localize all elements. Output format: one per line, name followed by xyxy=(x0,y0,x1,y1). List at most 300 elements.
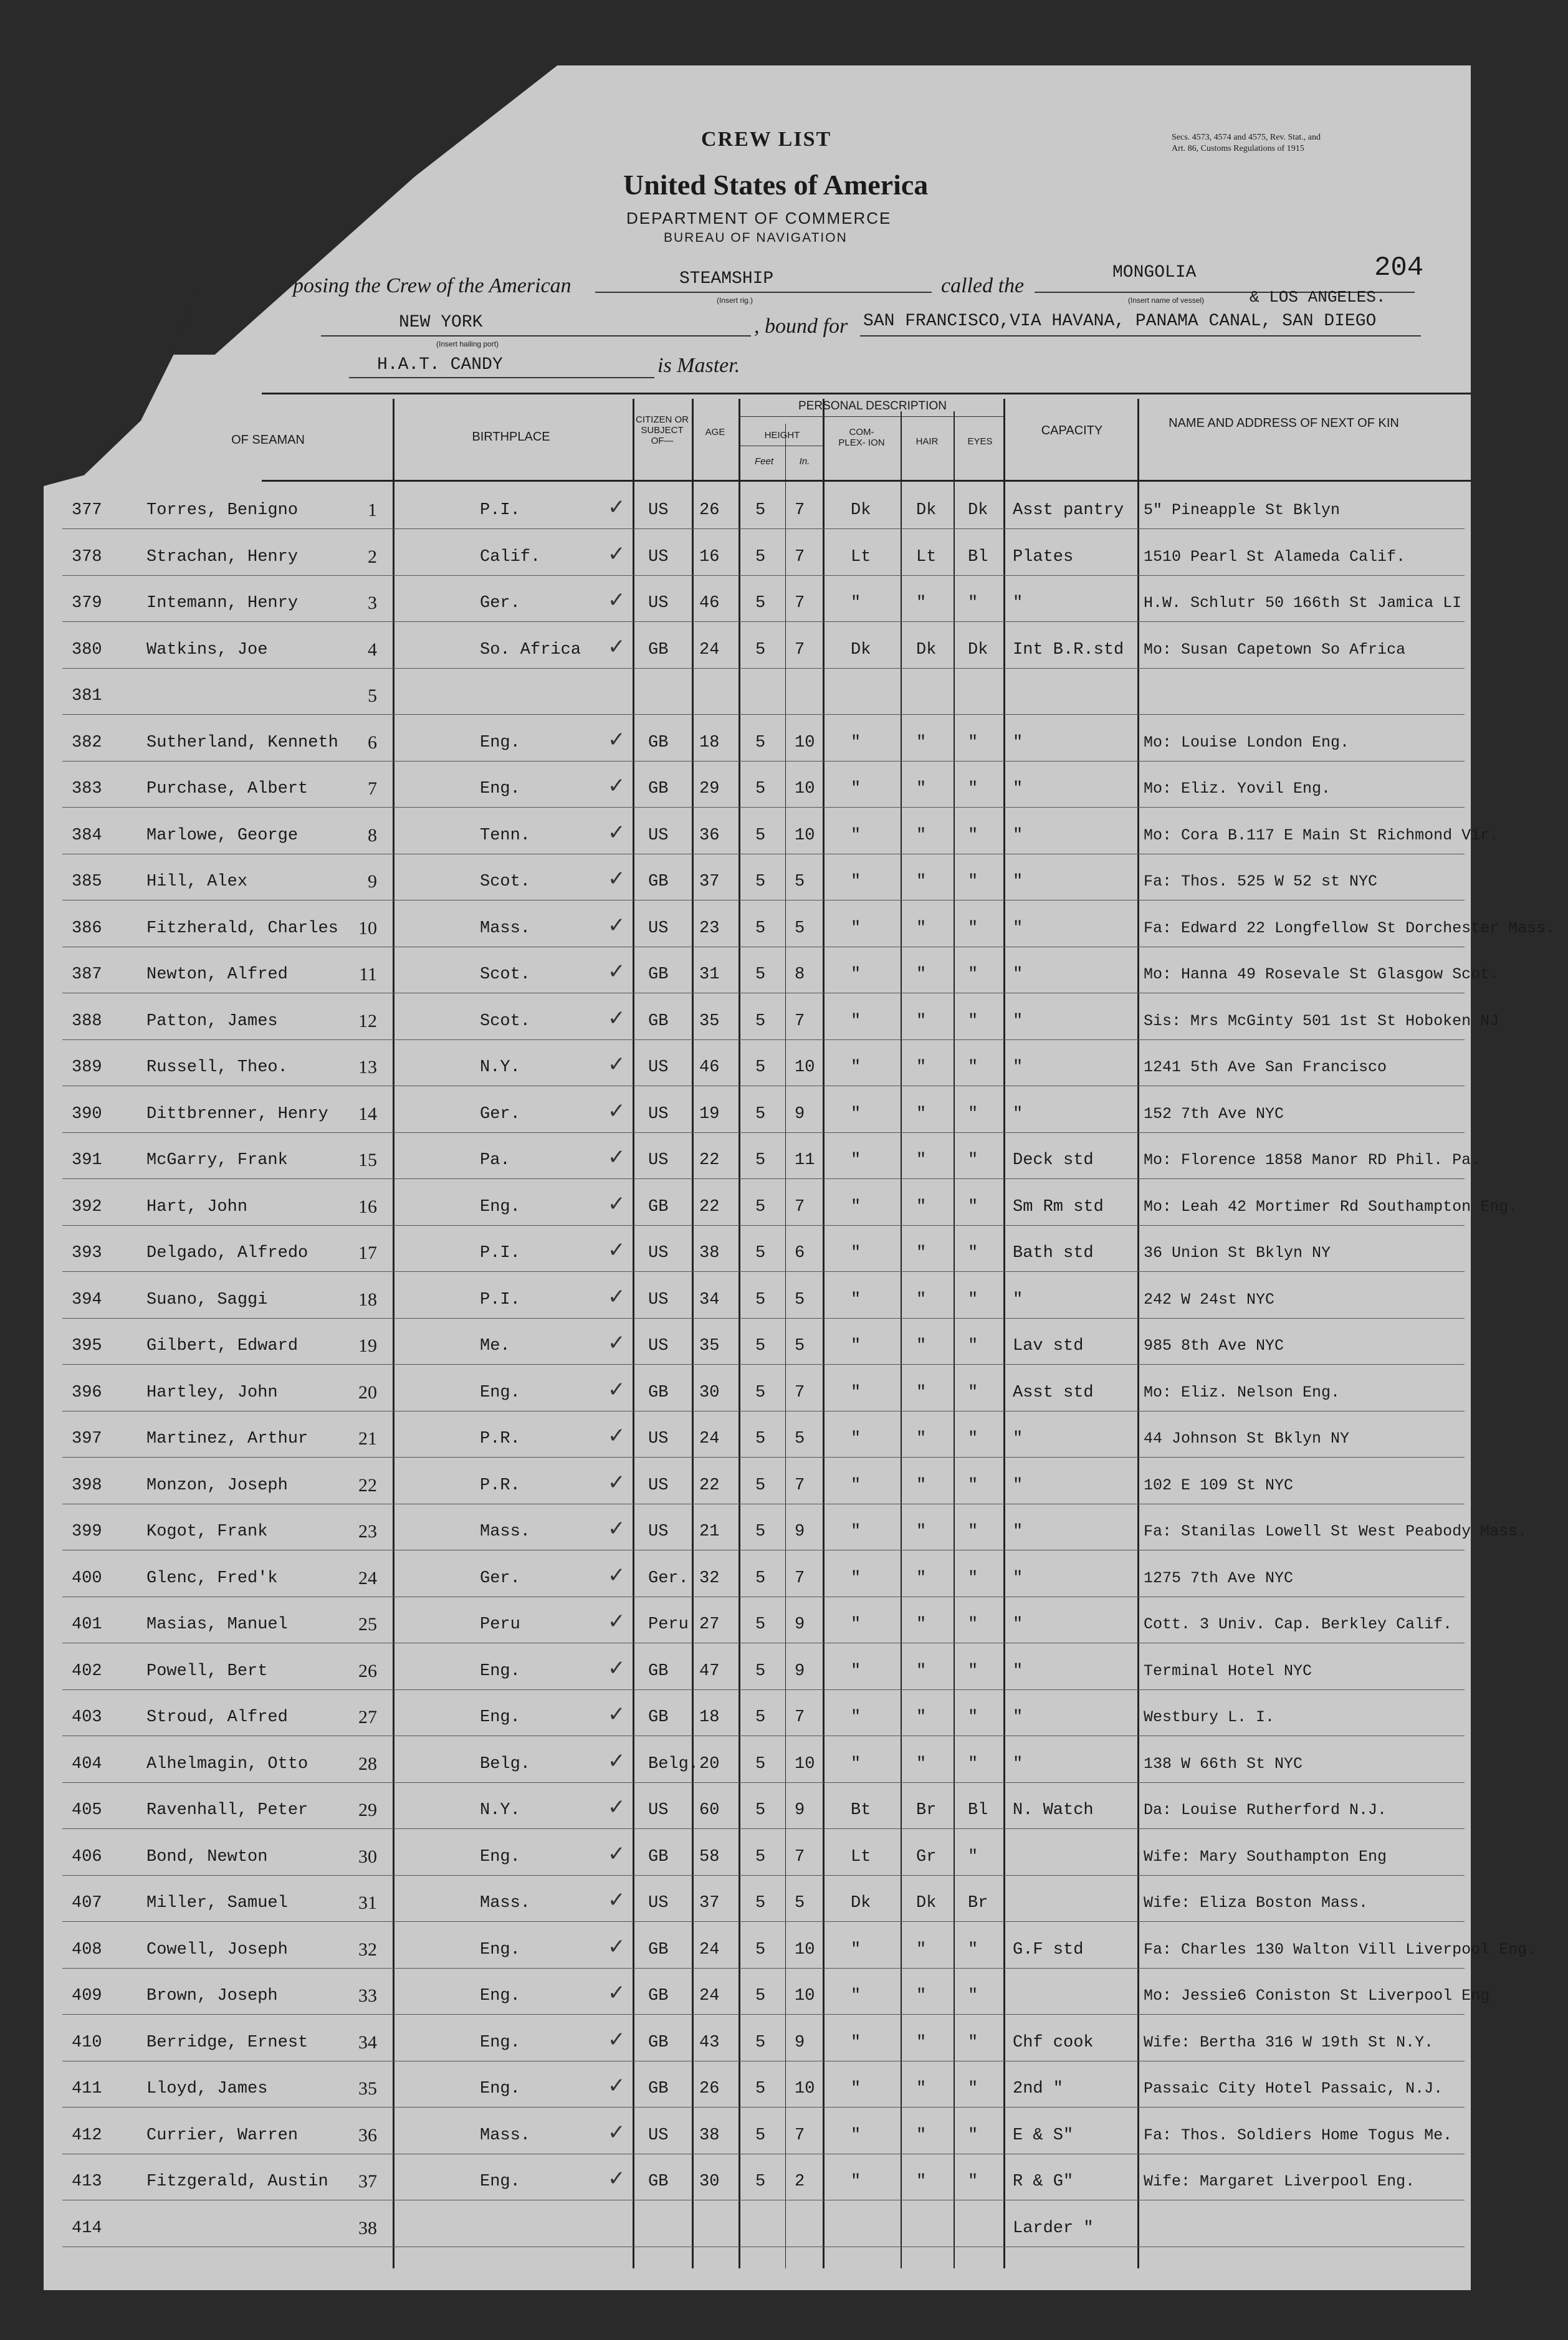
row-number: 14 xyxy=(358,1103,377,1124)
complexion: " xyxy=(851,1430,861,1448)
age: 22 xyxy=(699,1476,720,1495)
row-id: 391 xyxy=(72,1151,102,1170)
eyes: Bl xyxy=(968,1801,988,1820)
seaman-name: Purchase, Albert xyxy=(146,780,308,798)
birthplace: Ger. xyxy=(480,594,520,613)
seaman-name: Torres, Benigno xyxy=(146,501,299,520)
seaman-name: Newton, Alfred xyxy=(146,965,288,984)
eyes: " xyxy=(968,1940,978,1959)
row-number: 31 xyxy=(358,1893,377,1913)
age: 35 xyxy=(699,1337,720,1355)
next-of-kin: 985 8th Ave NYC xyxy=(1144,1337,1284,1355)
height-inches: 11 xyxy=(795,1151,815,1170)
seaman-name: Fitzgerald, Austin xyxy=(146,2172,328,2191)
birthplace: Ger. xyxy=(480,1569,520,1588)
citizenship: Ger. xyxy=(648,1569,689,1588)
row-rule xyxy=(62,1968,1465,1969)
complexion: " xyxy=(851,2172,861,2191)
capacity: 2nd " xyxy=(1013,2080,1064,2098)
birthplace: P.R. xyxy=(480,1430,520,1448)
row-id: 397 xyxy=(72,1430,102,1448)
height-feet: 5 xyxy=(755,826,766,845)
citizenship: US xyxy=(648,1151,669,1170)
capacity: " xyxy=(1013,1011,1023,1031)
height-inches: 5 xyxy=(795,1337,805,1355)
row-number: 18 xyxy=(358,1289,377,1310)
next-of-kin: Westbury L. I. xyxy=(1144,1708,1275,1726)
check-mark: ✓ xyxy=(608,2166,626,2191)
next-of-kin: 102 E 109 St NYC xyxy=(1144,1476,1294,1494)
height-inches: 5 xyxy=(795,919,805,938)
eyes: " xyxy=(968,1522,978,1541)
next-of-kin: Fa: Thos. 525 W 52 st NYC xyxy=(1144,872,1378,891)
row-number: 30 xyxy=(358,1846,377,1867)
citizenship: GB xyxy=(648,640,669,659)
height-inches: 9 xyxy=(795,1522,805,1541)
height-feet: 5 xyxy=(755,872,766,891)
eyes: " xyxy=(968,965,978,984)
row-number: 16 xyxy=(358,1196,377,1217)
height-inches: 10 xyxy=(795,826,815,845)
capacity: Bath std xyxy=(1013,1244,1094,1263)
height-inches: 7 xyxy=(795,1708,805,1727)
row-id: 393 xyxy=(72,1244,102,1263)
hair: Lt xyxy=(916,547,937,566)
height-inches: 5 xyxy=(795,1290,805,1309)
capacity: E & S" xyxy=(1013,2126,1074,2145)
eyes: " xyxy=(968,1847,978,1866)
row-number: 32 xyxy=(358,1939,377,1960)
capacity: " xyxy=(1013,1476,1023,1495)
age: 37 xyxy=(699,1894,720,1913)
eyes: " xyxy=(968,872,978,891)
eyes: " xyxy=(968,1290,978,1309)
height-inches: 6 xyxy=(795,1244,805,1263)
row-number: 37 xyxy=(358,2171,377,2192)
header-citizen: CITIZEN OR SUBJECT OF— xyxy=(636,414,689,446)
check-mark: ✓ xyxy=(608,1145,626,1170)
eyes: Bl xyxy=(968,547,988,566)
height-inches: 9 xyxy=(795,1104,805,1124)
capacity: Asst std xyxy=(1013,1383,1094,1402)
hair: " xyxy=(916,1661,927,1681)
eyes: " xyxy=(968,1337,978,1355)
age: 26 xyxy=(699,2080,720,2098)
header-personal-description: PERSONAL DESCRIPTION xyxy=(798,399,947,413)
height-feet: 5 xyxy=(755,965,766,984)
citizenship: US xyxy=(648,826,669,845)
seaman-name: Currier, Warren xyxy=(146,2126,299,2145)
check-mark: ✓ xyxy=(608,1005,626,1031)
capacity: " xyxy=(1013,872,1023,891)
citizenship: US xyxy=(648,1430,669,1448)
birthplace: Belg. xyxy=(480,1754,531,1774)
intro-text: posing the Crew of the American xyxy=(293,274,571,297)
citizenship: GB xyxy=(648,1940,669,1959)
next-of-kin: Fa: Charles 130 Walton Vill Liverpool Eng. xyxy=(1144,1940,1537,1959)
row-number: 34 xyxy=(358,2032,377,2053)
check-mark: ✓ xyxy=(608,2027,626,2052)
row-id: 409 xyxy=(72,1987,102,2005)
row-number: 23 xyxy=(358,1521,377,1542)
row-id: 412 xyxy=(72,2126,102,2145)
complexion: " xyxy=(851,780,861,798)
next-of-kin: 44 Johnson St Bklyn NY xyxy=(1144,1430,1350,1448)
next-of-kin: 36 Union St Bklyn NY xyxy=(1144,1244,1331,1262)
complexion: Dk xyxy=(851,1894,871,1913)
birthplace: N.Y. xyxy=(480,1801,520,1820)
birthplace: Scot. xyxy=(480,872,531,891)
row-id: 408 xyxy=(72,1940,102,1959)
row-id: 389 xyxy=(72,1058,102,1077)
capacity: G.F std xyxy=(1013,1940,1084,1959)
row-number: 11 xyxy=(359,964,377,985)
seaman-name: Glenc, Fred'k xyxy=(146,1569,278,1588)
eyes: " xyxy=(968,733,978,752)
row-rule xyxy=(62,621,1465,622)
height-feet: 5 xyxy=(755,1754,766,1774)
row-id: 380 xyxy=(72,640,102,659)
check-mark: ✓ xyxy=(608,1841,626,1866)
age: 31 xyxy=(699,965,720,984)
row-number: 8 xyxy=(368,824,377,846)
row-number: 1 xyxy=(368,500,377,520)
header-name: OF SEAMAN xyxy=(231,433,305,447)
citizenship: US xyxy=(648,1522,669,1541)
vessel-hint: (Insert name of vessel) xyxy=(1128,296,1205,305)
seaman-name: Ravenhall, Peter xyxy=(146,1801,308,1820)
height-inches: 7 xyxy=(795,1383,805,1402)
hair: Dk xyxy=(916,1894,937,1913)
row-rule xyxy=(62,1225,1465,1226)
height-feet: 5 xyxy=(755,594,766,613)
age: 20 xyxy=(699,1754,720,1774)
check-mark: ✓ xyxy=(608,1888,626,1913)
citizenship: US xyxy=(648,1801,669,1820)
height-feet: 5 xyxy=(755,919,766,938)
row-rule xyxy=(62,1689,1465,1690)
row-rule xyxy=(62,1828,1465,1829)
row-number: 22 xyxy=(358,1474,377,1496)
height-feet: 5 xyxy=(755,1801,766,1820)
height-inches: 9 xyxy=(795,2033,805,2052)
next-of-kin: Sis: Mrs McGinty 501 1st St Hoboken NJ xyxy=(1144,1011,1499,1030)
capacity: " xyxy=(1013,780,1023,798)
height-inches: 7 xyxy=(795,640,805,659)
row-number: 7 xyxy=(368,778,377,799)
row-id: 388 xyxy=(72,1011,102,1031)
row-id: 405 xyxy=(72,1801,102,1820)
hair: " xyxy=(916,2080,927,2098)
height-feet: 5 xyxy=(755,1940,766,1959)
age: 38 xyxy=(699,1244,720,1263)
row-rule xyxy=(62,2014,1465,2015)
row-number: 17 xyxy=(358,1243,377,1263)
height-feet: 5 xyxy=(755,1522,766,1541)
capacity: " xyxy=(1013,1569,1023,1588)
complexion: Dk xyxy=(851,640,871,659)
age: 24 xyxy=(699,1430,720,1448)
eyes: " xyxy=(968,1708,978,1727)
eyes: " xyxy=(968,2126,978,2145)
row-id: 402 xyxy=(72,1661,102,1681)
height-feet: 5 xyxy=(755,547,766,566)
next-of-kin: Mo: Louise London Eng. xyxy=(1144,733,1350,752)
check-mark: ✓ xyxy=(608,1980,626,2005)
seaman-name: McGarry, Frank xyxy=(146,1151,288,1170)
citizenship: US xyxy=(648,501,669,520)
eyes: " xyxy=(968,2033,978,2052)
capacity: N. Watch xyxy=(1013,1801,1094,1820)
capacity: " xyxy=(1013,1058,1023,1077)
height-feet: 5 xyxy=(755,640,766,659)
height-inches: 9 xyxy=(795,1661,805,1681)
row-number: 19 xyxy=(358,1335,377,1356)
hair: " xyxy=(916,1569,927,1588)
height-inches: 7 xyxy=(795,1847,805,1866)
row-number: 33 xyxy=(358,1985,377,2006)
seaman-name: Masias, Manuel xyxy=(146,1615,288,1634)
height-feet: 5 xyxy=(755,1661,766,1681)
next-of-kin: H.W. Schlutr 50 166th St Jamica LI xyxy=(1144,594,1462,612)
hair: " xyxy=(916,1615,927,1634)
next-of-kin: 152 7th Ave NYC xyxy=(1144,1104,1284,1123)
hair: " xyxy=(916,1522,927,1541)
next-of-kin: Fa: Thos. Soldiers Home Togus Me. xyxy=(1144,2126,1453,2144)
row-number: 38 xyxy=(358,2217,377,2238)
complexion: " xyxy=(851,733,861,752)
next-of-kin: Terminal Hotel NYC xyxy=(1144,1661,1312,1680)
seaman-name: Miller, Samuel xyxy=(146,1894,288,1913)
hair: " xyxy=(916,2172,927,2191)
height-feet: 5 xyxy=(755,1383,766,1402)
age: 36 xyxy=(699,826,720,845)
seaman-name: Martinez, Arthur xyxy=(146,1430,308,1448)
check-mark: ✓ xyxy=(608,634,626,659)
capacity: " xyxy=(1013,965,1023,984)
row-id: 387 xyxy=(72,965,102,984)
seaman-name: Kogot, Frank xyxy=(146,1522,268,1541)
seaman-name: Delgado, Alfredo xyxy=(146,1244,308,1263)
citizenship: GB xyxy=(648,780,669,798)
rig-hint: (Insert rig.) xyxy=(717,296,753,305)
height-inches: 7 xyxy=(795,1197,805,1216)
seaman-name: Berridge, Ernest xyxy=(146,2033,308,2052)
eyes: " xyxy=(968,1987,978,2005)
hair: " xyxy=(916,594,927,613)
capacity: Larder " xyxy=(1013,2218,1094,2238)
hair: " xyxy=(916,1708,927,1727)
check-mark: ✓ xyxy=(608,2119,626,2145)
complexion: " xyxy=(851,1058,861,1077)
age: 43 xyxy=(699,2033,720,2052)
height-inches: 10 xyxy=(795,1940,815,1959)
complexion: Lt xyxy=(851,547,871,566)
capacity: " xyxy=(1013,1522,1023,1541)
capacity: Sm Rm std xyxy=(1013,1197,1104,1216)
next-of-kin: Mo: Leah 42 Mortimer Rd Southampton Eng. xyxy=(1144,1197,1518,1216)
row-number: 24 xyxy=(358,1567,377,1588)
eyes: " xyxy=(968,1383,978,1402)
hair: " xyxy=(916,826,927,845)
complexion: " xyxy=(851,1197,861,1216)
birthplace: Eng. xyxy=(480,733,520,752)
next-of-kin: Fa: Edward 22 Longfellow St Dorchester Mass. xyxy=(1144,919,1556,937)
hair: " xyxy=(916,1058,927,1077)
seaman-name: Monzon, Joseph xyxy=(146,1476,288,1495)
check-mark: ✓ xyxy=(608,1516,626,1541)
destination: SAN FRANCISCO,VIA HAVANA, PANAMA CANAL, SAN DIEGO xyxy=(863,312,1377,331)
eyes: " xyxy=(968,1476,978,1495)
row-id: 379 xyxy=(72,594,102,613)
height-feet: 5 xyxy=(755,1987,766,2005)
capacity: Lav std xyxy=(1013,1337,1084,1355)
eyes: " xyxy=(968,1754,978,1774)
page-number: 204 xyxy=(1374,252,1424,284)
birthplace: P.I. xyxy=(480,1290,520,1309)
row-id: 407 xyxy=(72,1894,102,1913)
complexion: " xyxy=(851,1476,861,1495)
next-of-kin: Mo: Florence 1858 Manor RD Phil. Pa. xyxy=(1144,1151,1481,1169)
hair: " xyxy=(916,780,927,798)
complexion: Dk xyxy=(851,501,871,520)
hailing-hint: (Insert hailing port) xyxy=(436,340,499,348)
birthplace: Peru xyxy=(480,1615,520,1634)
next-of-kin: Mo: Eliz. Yovil Eng. xyxy=(1144,780,1331,798)
citizenship: GB xyxy=(648,1383,669,1402)
height-inches: 2 xyxy=(795,2172,805,2191)
row-id: 377 xyxy=(72,501,102,520)
citizenship: US xyxy=(648,1290,669,1309)
age: 22 xyxy=(699,1151,720,1170)
next-of-kin: Da: Louise Rutherford N.J. xyxy=(1144,1801,1387,1819)
age: 16 xyxy=(699,547,720,566)
age: 26 xyxy=(699,501,720,520)
hair: Dk xyxy=(916,640,937,659)
row-number: 10 xyxy=(358,917,377,938)
eyes: " xyxy=(968,1151,978,1170)
citizenship: US xyxy=(648,1337,669,1355)
check-mark: ✓ xyxy=(608,1423,626,1448)
height-inches: 7 xyxy=(795,594,805,613)
eyes: " xyxy=(968,1569,978,1588)
hair: " xyxy=(916,1476,927,1495)
row-id: 399 xyxy=(72,1522,102,1541)
citizenship: US xyxy=(648,2126,669,2145)
row-id: 392 xyxy=(72,1197,102,1216)
birthplace: Eng. xyxy=(480,1661,520,1681)
hair: " xyxy=(916,733,927,752)
hair: " xyxy=(916,1104,927,1124)
check-mark: ✓ xyxy=(608,773,626,798)
complexion: " xyxy=(851,1337,861,1355)
age: 29 xyxy=(699,780,720,798)
age: 23 xyxy=(699,919,720,938)
capacity: R & G" xyxy=(1013,2172,1074,2191)
hair: Br xyxy=(916,1801,937,1820)
complexion: " xyxy=(851,2033,861,2052)
check-mark: ✓ xyxy=(608,912,626,938)
eyes: Dk xyxy=(968,501,988,520)
check-mark: ✓ xyxy=(608,1748,626,1774)
birthplace: Eng. xyxy=(480,2172,520,2191)
complexion: " xyxy=(851,1569,861,1588)
capacity: " xyxy=(1013,1708,1023,1727)
row-rule xyxy=(62,1782,1465,1783)
seaman-name: Watkins, Joe xyxy=(146,640,268,659)
age: 30 xyxy=(699,1383,720,1402)
next-of-kin: Mo: Susan Capetown So Africa xyxy=(1144,640,1406,659)
height-feet: 5 xyxy=(755,1708,766,1727)
row-rule xyxy=(62,1039,1465,1040)
check-mark: ✓ xyxy=(608,1795,626,1820)
row-id: 394 xyxy=(72,1290,102,1309)
height-inches: 7 xyxy=(795,1011,805,1031)
height-feet: 5 xyxy=(755,1011,766,1031)
check-mark: ✓ xyxy=(608,866,626,891)
height-inches: 10 xyxy=(795,780,815,798)
height-inches: 10 xyxy=(795,733,815,752)
birthplace: Eng. xyxy=(480,1708,520,1727)
seaman-name: Alhelmagin, Otto xyxy=(146,1754,308,1774)
age: 27 xyxy=(699,1615,720,1634)
citizenship: GB xyxy=(648,2172,669,2191)
seaman-name: Powell, Bert xyxy=(146,1661,268,1681)
height-inches: 10 xyxy=(795,2080,815,2098)
next-of-kin: Wife: Margaret Liverpool Eng. xyxy=(1144,2172,1415,2190)
citizenship: GB xyxy=(648,1011,669,1031)
seaman-name: Fitzherald, Charles xyxy=(146,919,338,938)
next-of-kin: Fa: Stanilas Lowell St West Peabody Mass. xyxy=(1144,1522,1527,1540)
header-birthplace: BIRTHPLACE xyxy=(472,430,550,444)
height-feet: 5 xyxy=(755,1894,766,1913)
age: 38 xyxy=(699,2126,720,2145)
row-id: 378 xyxy=(72,547,102,566)
vessel-name: MONGOLIA xyxy=(1112,263,1197,282)
height-feet: 5 xyxy=(755,1244,766,1263)
check-mark: ✓ xyxy=(608,1702,626,1727)
height-inches: 7 xyxy=(795,2126,805,2145)
check-mark: ✓ xyxy=(608,1284,626,1309)
birthplace: Eng. xyxy=(480,1987,520,2005)
age: 24 xyxy=(699,640,720,659)
row-id: 383 xyxy=(72,780,102,798)
row-number: 5 xyxy=(368,685,377,706)
citizenship: GB xyxy=(648,1847,669,1866)
age: 21 xyxy=(699,1522,720,1541)
age: 60 xyxy=(699,1801,720,1820)
header-feet: Feet xyxy=(754,456,773,467)
capacity: " xyxy=(1013,1104,1023,1124)
birthplace: Eng. xyxy=(480,1940,520,1959)
age: 46 xyxy=(699,594,720,613)
capacity: " xyxy=(1013,1754,1023,1774)
row-rule xyxy=(62,1132,1465,1133)
row-id: 404 xyxy=(72,1754,102,1774)
row-number: 9 xyxy=(368,871,377,892)
height-feet: 5 xyxy=(755,2080,766,2098)
seaman-name: Strachan, Henry xyxy=(146,547,299,566)
birthplace: Scot. xyxy=(480,1011,531,1031)
birthplace: Eng. xyxy=(480,1197,520,1216)
next-of-kin: Passaic City Hotel Passaic, N.J. xyxy=(1144,2080,1443,2098)
eyes: Dk xyxy=(968,640,988,659)
header-next-of-kin: NAME AND ADDRESS OF NEXT OF KIN xyxy=(1169,416,1399,430)
complexion: " xyxy=(851,1151,861,1170)
hair: " xyxy=(916,1011,927,1031)
row-number: 4 xyxy=(368,639,377,660)
statute-reference-2: Art. 86, Customs Regulations of 1915 xyxy=(1172,144,1304,153)
